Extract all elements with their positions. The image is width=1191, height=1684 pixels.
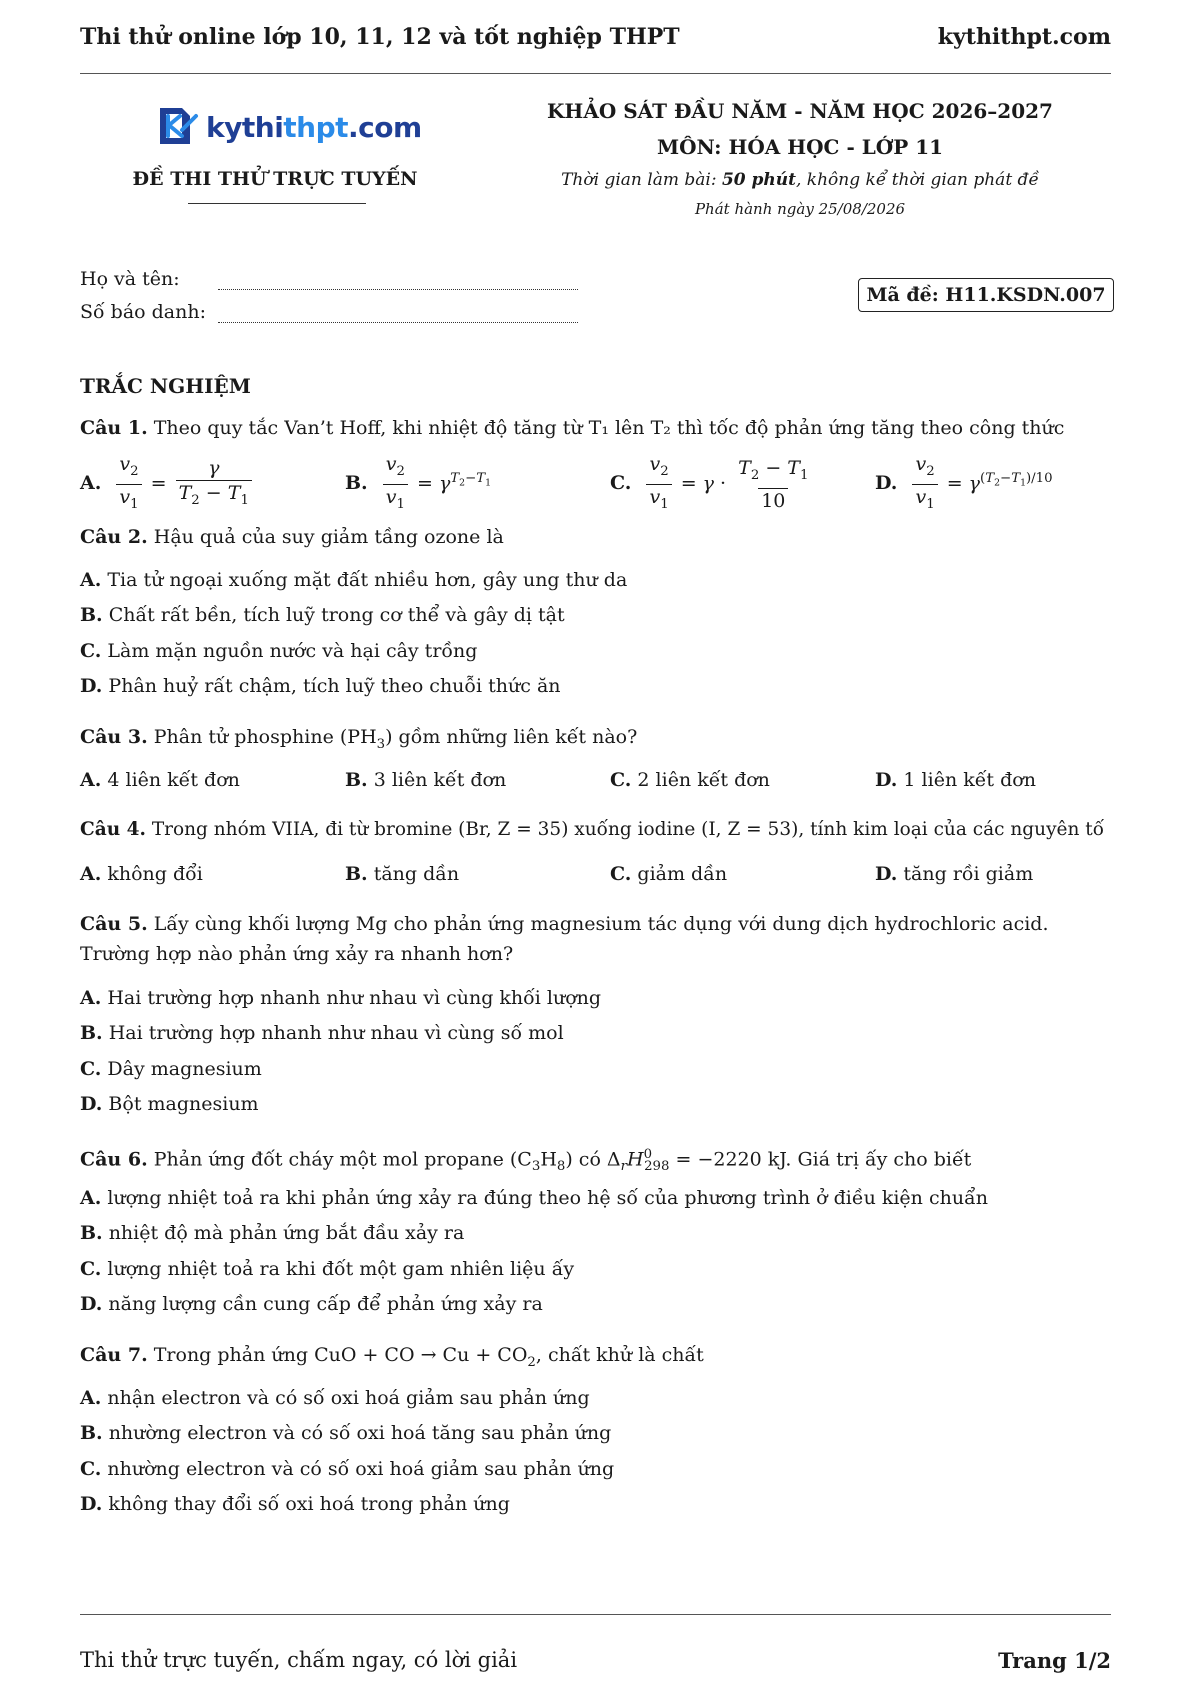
- id-field[interactable]: [80, 301, 578, 323]
- q6-option-c[interactable]: C. lượng nhiệt toả ra khi đốt một gam nhiên liệu ấy: [80, 1258, 575, 1280]
- exam-type-underline: [188, 203, 366, 204]
- id-input-line[interactable]: [218, 304, 578, 323]
- exam-release-date: Phát hành ngày 25/08/2026: [694, 200, 906, 218]
- q4-option-c[interactable]: C. giảm dần: [610, 863, 728, 885]
- q4-option-b[interactable]: B. tăng dần: [345, 863, 460, 885]
- exam-title: KHẢO SÁT ĐẦU NĂM - NĂM HỌC 2026–2027: [547, 99, 1053, 123]
- q6-option-b[interactable]: B. nhiệt độ mà phản ứng bắt đầu xảy ra: [80, 1222, 465, 1244]
- exam-time: Thời gian làm bài: 50 phút, không kể thời gian phát đề: [561, 170, 1039, 190]
- page-number: Trang 1/2: [998, 1648, 1111, 1673]
- section-title: TRẮC NGHIỆM: [80, 374, 251, 398]
- header-title: Thi thử online lớp 10, 11, 12 và tốt nghiệp THPT: [80, 24, 680, 50]
- q7-option-b[interactable]: B. nhường electron và có số oxi hoá tăng sau phản ứng: [80, 1422, 612, 1444]
- q1-option-d[interactable]: D. $\frac{v_2}{v_1}$ = $\gamma^{(T_2-T_1)/10}$: [875, 452, 1053, 517]
- exam-code-badge: Mã đề: H11.KSDN.007: [858, 278, 1114, 312]
- exam-type: ĐỀ THI THỬ TRỰC TUYẾN: [132, 168, 418, 190]
- q7-option-a[interactable]: A. nhận electron và có số oxi hoá giảm sau phản ứng: [80, 1387, 590, 1409]
- q1-option-a[interactable]: A. $\frac{v_2}{v_1}$ = $\frac{\gamma}{T_2 - T_1}$: [80, 452, 255, 517]
- q4-option-d[interactable]: D. tăng rồi giảm: [875, 863, 1034, 885]
- q2-option-d[interactable]: D. Phân huỷ rất chậm, tích luỹ theo chuỗi thức ăn: [80, 675, 561, 697]
- question-2: Câu 2. Hậu quả của suy giảm tầng ozone là: [80, 526, 504, 548]
- question-1: Câu 1. Theo quy tắc Van’t Hoff, khi nhiệt độ tăng từ T₁ lên T₂ thì tốc độ phản ứng tăng theo công thức: [80, 417, 1065, 439]
- question-4: Câu 4. Trong nhóm VIIA, đi từ bromine (Br, Z = 35) xuống iodine (I, Z = 53), tính kim loại của các nguyên tố: [80, 819, 1105, 840]
- q4-option-a[interactable]: A. không đổi: [80, 863, 203, 885]
- q1-option-b[interactable]: B. $\frac{v_2}{v_1}$ = $\gamma^{T_2-T_1}$: [345, 452, 491, 517]
- q3-option-a[interactable]: A. 4 liên kết đơn: [80, 769, 240, 791]
- q3-option-d[interactable]: D. 1 liên kết đơn: [875, 769, 1036, 791]
- header-site[interactable]: kythithpt.com: [937, 24, 1111, 50]
- q7-option-d[interactable]: D. không thay đổi số oxi hoá trong phản ứng: [80, 1493, 510, 1515]
- question-5: Câu 5. Lấy cùng khối lượng Mg cho phản ứng magnesium tác dụng với dung dịch hydrochloric acid. Trường hợp nào phản ứng xảy ra nhanh hơn?: [80, 913, 1049, 965]
- name-input-line[interactable]: [218, 271, 578, 290]
- q5-option-a[interactable]: A. Hai trường hợp nhanh như nhau vì cùng khối lượng: [80, 987, 602, 1009]
- q1-option-c[interactable]: C. $\frac{v_2}{v_1}$ = γ · $\frac{T_2 - T_1}{10}$: [610, 452, 814, 517]
- q6-option-d[interactable]: D. năng lượng cần cung cấp để phản ứng xảy ra: [80, 1293, 543, 1315]
- q2-option-a[interactable]: A. Tia tử ngoại xuống mặt đất nhiều hơn, gây ung thư da: [80, 569, 628, 591]
- q3-option-c[interactable]: C. 2 liên kết đơn: [610, 769, 770, 791]
- site-logo: [152, 102, 422, 152]
- q5-option-b[interactable]: B. Hai trường hợp nhanh như nhau vì cùng số mol: [80, 1022, 564, 1044]
- exam-subject: MÔN: HÓA HỌC - LỚP 11: [656, 135, 944, 159]
- q5-option-d[interactable]: D. Bột magnesium: [80, 1093, 259, 1115]
- name-field[interactable]: [80, 268, 578, 290]
- q5-option-c[interactable]: C. Dây magnesium: [80, 1058, 262, 1080]
- header-divider: [80, 73, 1111, 74]
- q6-option-a[interactable]: A. lượng nhiệt toả ra khi phản ứng xảy ra đúng theo hệ số của phương trình ở điều kiện chuẩn: [80, 1187, 988, 1209]
- id-label: Số báo danh:: [80, 301, 207, 323]
- q3-option-b[interactable]: B. 3 liên kết đơn: [345, 769, 507, 791]
- exam-heading: [520, 98, 1080, 218]
- logo-wordmark: kythithpt.com: [206, 110, 422, 144]
- q2-option-c[interactable]: C. Làm mặn nguồn nước và hại cây trồng: [80, 640, 478, 662]
- q2-option-b[interactable]: B. Chất rất bền, tích luỹ trong cơ thể và gây dị tật: [80, 604, 565, 626]
- name-label: Họ và tên:: [80, 268, 180, 290]
- question-3: Câu 3. Phân tử phosphine $(PH_3)$ gồm những liên kết nào?: [80, 726, 638, 752]
- logo-icon: [152, 102, 202, 152]
- q7-option-c[interactable]: C. nhường electron và có số oxi hoá giảm sau phản ứng: [80, 1458, 615, 1480]
- footer-divider: [80, 1614, 1111, 1615]
- footer-tagline: Thi thử trực tuyến, chấm ngay, có lời giải: [80, 1648, 518, 1672]
- question-7: Câu 7. Trong phản ứng CuO + CO → $Cu + CO_2$, chất khử là chất: [80, 1344, 704, 1370]
- question-6: Câu 6. Phản ứng đốt cháy một mol propane $(C_3H_8)$ có $\Delta_rH^0_{298} = -2220$ kJ. Giá trị ấy cho biết: [80, 1147, 972, 1175]
